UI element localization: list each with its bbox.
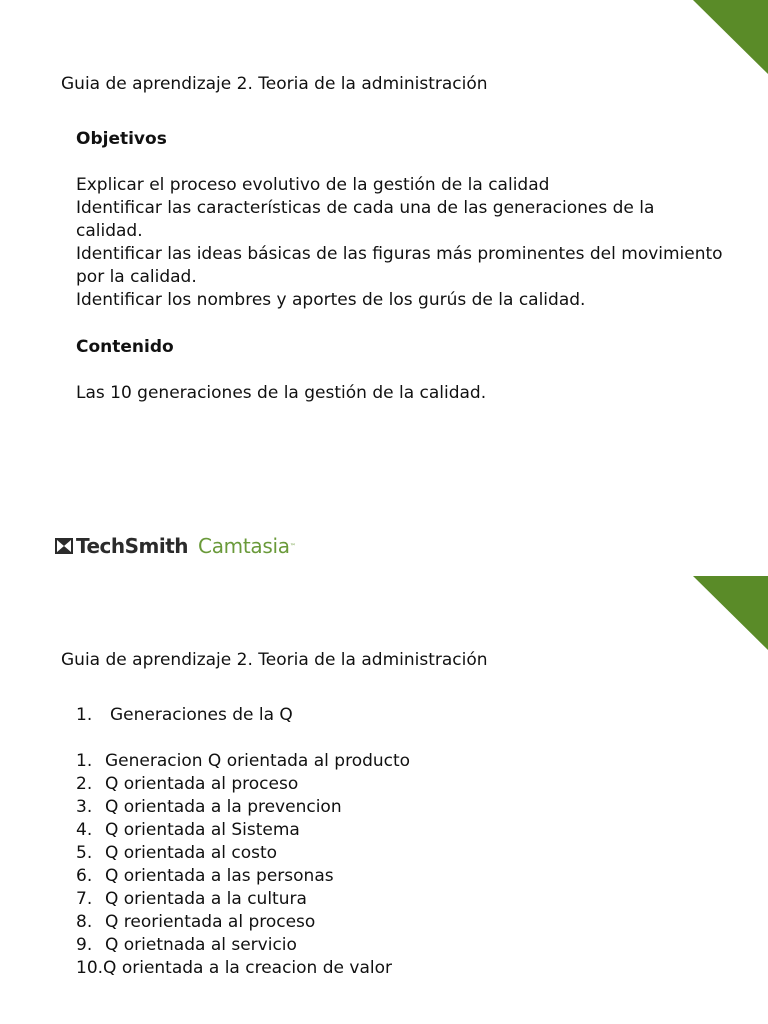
list-item-number: 8. (76, 912, 93, 932)
list-item (76, 750, 726, 773)
list-item (76, 819, 726, 842)
list-item (76, 842, 726, 865)
list-item-text: Q orientada al costo (105, 843, 278, 863)
objective-item: Identificar los nombres y aportes de los gurús de la calidad. (76, 290, 586, 310)
list-item-text: Q reorientada al proceso (105, 912, 316, 932)
list-item-text: Q orientada a la prevencion (105, 797, 342, 817)
list-item-text: Q orientada a la cultura (105, 889, 307, 909)
list-item (76, 796, 726, 819)
section-number: 1. (76, 705, 93, 725)
content-text: Las 10 generaciones de la gestión de la calidad. (76, 383, 487, 403)
slide-2-body (76, 704, 726, 980)
list-item-number: 1. (76, 751, 93, 771)
list-item-number: 3. (76, 797, 93, 817)
list-item-text: Q orientada al Sistema (105, 820, 300, 840)
logo-trademark: ™ (289, 542, 296, 550)
objective-item: Identificar las ideas básicas de las figuras más prominentes del movimiento por la calidad. (76, 244, 723, 287)
objective-item: Identificar las características de cada una de las generaciones de la calidad. (76, 198, 655, 241)
logo-product-text: Camtasia (198, 534, 290, 558)
list-item (76, 911, 726, 934)
slide-1-body (76, 128, 726, 405)
section-heading-row (76, 704, 726, 727)
list-item-number: 10. (76, 958, 104, 978)
content-heading: Contenido (76, 337, 174, 357)
logo-brand-text: TechSmith (76, 534, 189, 558)
objective-item: Explicar el proceso evolutivo de la gestión de la calidad (76, 175, 550, 195)
list-item-text: Q orientada a la creacion de valor (103, 958, 392, 978)
list-item (76, 957, 726, 980)
section-heading: Generaciones de la Q (110, 705, 293, 725)
list-item-number: 5. (76, 843, 93, 863)
list-item-number: 9. (76, 935, 93, 955)
techsmith-camtasia-logo (55, 533, 296, 559)
list-item (76, 773, 726, 796)
list-item-number: 2. (76, 774, 93, 794)
list-item-text: Generacion Q orientada al producto (105, 751, 411, 771)
list-item (76, 888, 726, 911)
techsmith-logo-icon (55, 537, 73, 555)
list-item (76, 934, 726, 957)
list-item-number: 4. (76, 820, 93, 840)
list-item (76, 865, 726, 888)
slide-1-title: Guia de aprendizaje 2. Teoria de la administración (61, 74, 488, 94)
list-item-text: Q orietnada al servicio (105, 935, 297, 955)
list-item-number: 7. (76, 889, 93, 909)
objectives-heading: Objetivos (76, 129, 167, 149)
corner-accent-triangle (693, 576, 768, 650)
list-item-text: Q orientada al proceso (105, 774, 299, 794)
list-item-number: 6. (76, 866, 93, 886)
slide-2-title: Guia de aprendizaje 2. Teoria de la administración (61, 650, 488, 670)
list-item-text: Q orientada a las personas (105, 866, 334, 886)
corner-accent-triangle (693, 0, 768, 74)
generations-list (76, 750, 726, 980)
